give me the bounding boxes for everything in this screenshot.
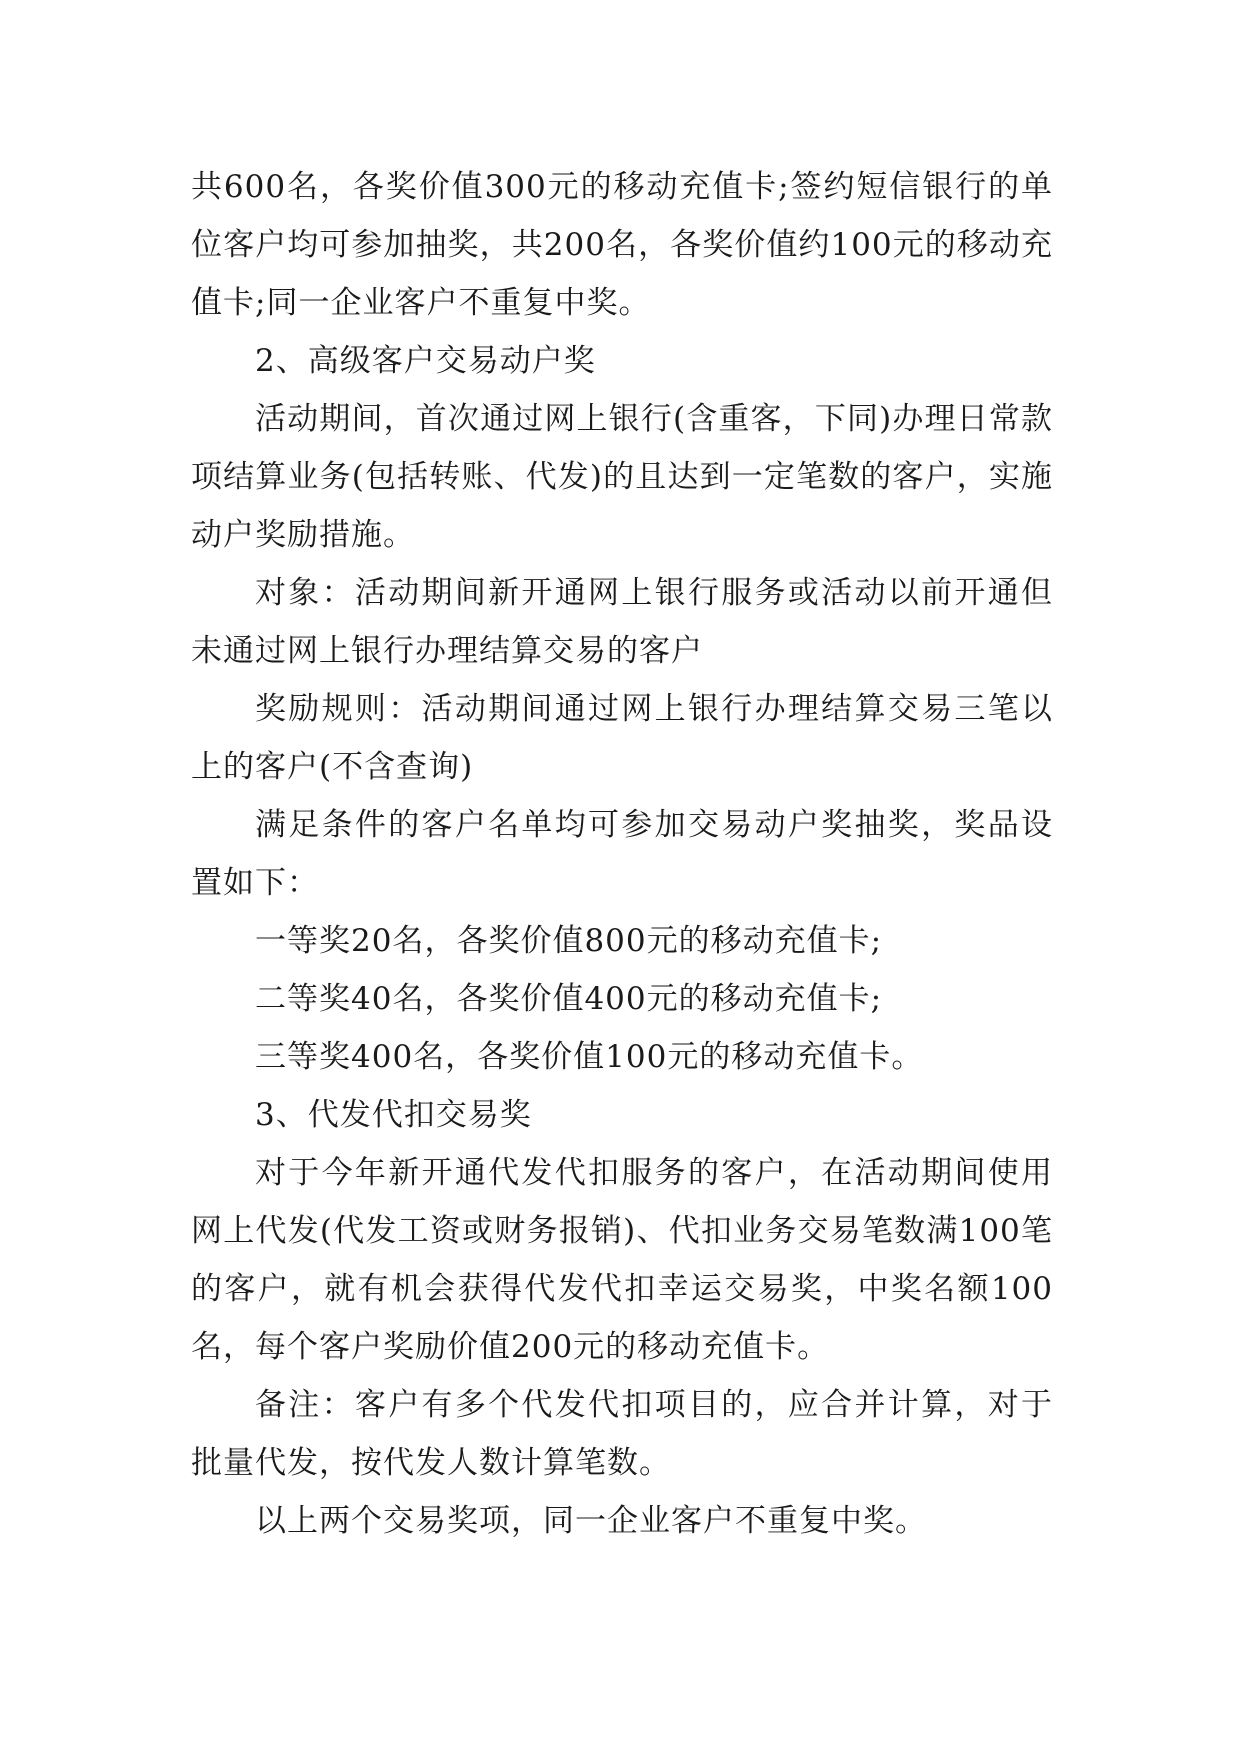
- paragraph-remarks: 备注：客户有多个代发代扣项目的，应合并计算，对于批量代发，按代发人数计算笔数。: [191, 1387, 1053, 1481]
- prize-second: 二等奖40名，各奖价值400元的移动充值卡;: [255, 981, 883, 1017]
- prize-first: 一等奖20名，各奖价值800元的移动充值卡;: [255, 923, 883, 959]
- paragraph-activity-description: 活动期间，首次通过网上银行(含重客，下同)办理日常款项结算业务(包括转账、代发)的且达到一定笔数的客户，实施动户奖励措施。: [191, 401, 1053, 553]
- paragraph-prize-setup-intro: 满足条件的客户名单均可参加交易动户奖抽奖，奖品设置如下：: [191, 807, 1053, 901]
- heading-payroll-deduction-prize: 3、代发代扣交易奖: [255, 1097, 532, 1133]
- document-page: [191, 158, 1053, 1550]
- paragraph-no-repeat-winning: 以上两个交易奖项，同一企业客户不重复中奖。: [255, 1503, 927, 1539]
- heading-advanced-customer-activation-prize: 2、高级客户交易动户奖: [255, 343, 596, 379]
- paragraph-reward-rules: 奖励规则：活动期间通过网上银行办理结算交易三笔以上的客户(不含查询): [191, 691, 1053, 785]
- prize-third: 三等奖400名，各奖价值100元的移动充值卡。: [255, 1039, 924, 1075]
- paragraph-prize-continuation: 共600名，各奖价值300元的移动充值卡;签约短信银行的单位客户均可参加抽奖，共200名，各奖价值约100元的移动充值卡;同一企业客户不重复中奖。: [191, 169, 1053, 321]
- paragraph-payroll-deduction-description: 对于今年新开通代发代扣服务的客户，在活动期间使用网上代发(代发工资或财务报销)、代扣业务交易笔数满100笔的客户，就有机会获得代发代扣幸运交易奖，中奖名额100名，每个客户奖励价值200元的移动充值卡。: [191, 1155, 1053, 1365]
- paragraph-target-customers: 对象：活动期间新开通网上银行服务或活动以前开通但未通过网上银行办理结算交易的客户: [191, 575, 1053, 669]
